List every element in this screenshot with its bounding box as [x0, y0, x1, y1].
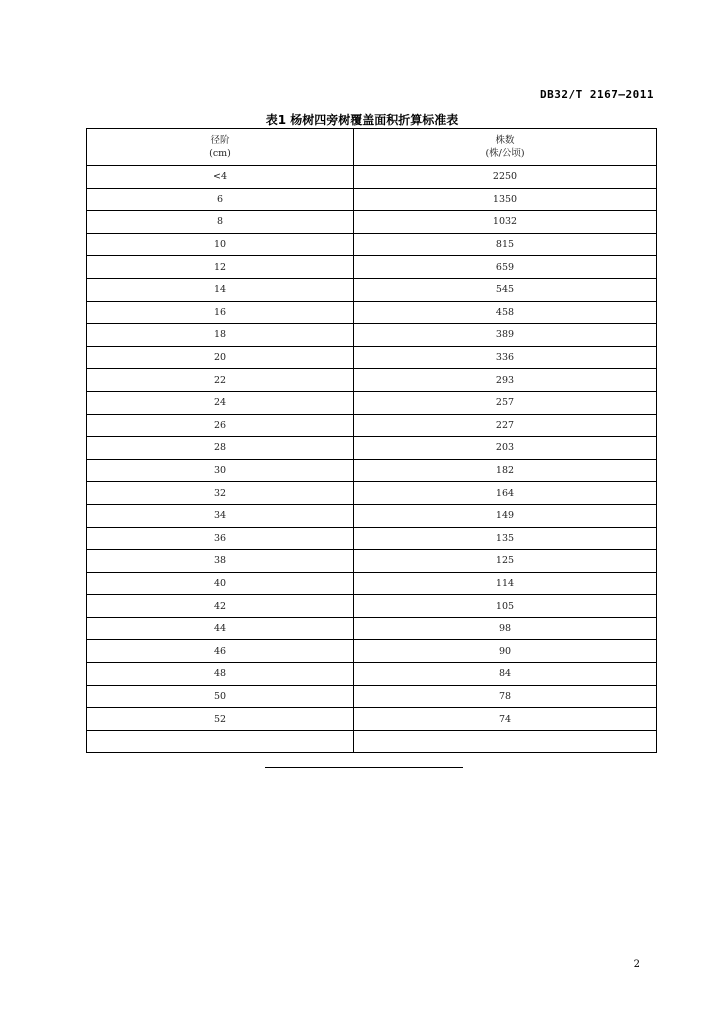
cell-tree-count: 2250: [354, 166, 657, 189]
cell-tree-count: 125: [354, 550, 657, 573]
table-row: [87, 595, 657, 618]
table-row: [87, 166, 657, 189]
cell-tree-count: 78: [354, 685, 657, 708]
cell-tree-count: 227: [354, 414, 657, 437]
cell-tree-count: 336: [354, 346, 657, 369]
cell-tree-count: 105: [354, 595, 657, 618]
cell-tree-count: 545: [354, 278, 657, 301]
cell-diameter-class: 50: [87, 685, 354, 708]
cell-diameter-class: 52: [87, 708, 354, 731]
cell-diameter-class: 38: [87, 550, 354, 573]
table-row: [87, 301, 657, 324]
cell-diameter-class: 14: [87, 278, 354, 301]
table-row: [87, 640, 657, 663]
cell-diameter-class: 12: [87, 256, 354, 279]
cell-diameter-class: 24: [87, 391, 354, 414]
table-row: [87, 211, 657, 234]
table-row: [87, 504, 657, 527]
cell-tree-count: 149: [354, 504, 657, 527]
cell-diameter-class: 40: [87, 572, 354, 595]
cell-diameter-class: 20: [87, 346, 354, 369]
column-header-diameter-class: [87, 129, 354, 166]
cell-diameter-class: 44: [87, 617, 354, 640]
cell-tree-count: 389: [354, 324, 657, 347]
table-row: [87, 572, 657, 595]
cell-tree-count: 74: [354, 708, 657, 731]
table-row: [87, 459, 657, 482]
cell-tree-count: [354, 730, 657, 753]
cell-tree-count: 293: [354, 369, 657, 392]
cell-diameter-class: 30: [87, 459, 354, 482]
table-body: [87, 166, 657, 753]
table-container: [86, 128, 656, 753]
column-header-diameter-label: 径阶: [210, 135, 230, 146]
cell-tree-count: 203: [354, 437, 657, 460]
column-header-count-unit: (株/公顷): [485, 148, 525, 159]
table-row: [87, 391, 657, 414]
cell-diameter-class: 6: [87, 188, 354, 211]
table-row: [87, 685, 657, 708]
end-separator-line: [265, 767, 463, 768]
table-row: [87, 369, 657, 392]
cell-diameter-class: 36: [87, 527, 354, 550]
table-row: [87, 437, 657, 460]
table-row: [87, 527, 657, 550]
cell-diameter-class: 16: [87, 301, 354, 324]
table-row: [87, 730, 657, 753]
table-row: [87, 256, 657, 279]
cell-tree-count: 1350: [354, 188, 657, 211]
cell-diameter-class: [87, 730, 354, 753]
cell-diameter-class: 34: [87, 504, 354, 527]
cell-tree-count: 114: [354, 572, 657, 595]
cell-diameter-class: 10: [87, 233, 354, 256]
cell-diameter-class: 46: [87, 640, 354, 663]
table-row: [87, 346, 657, 369]
cell-tree-count: 98: [354, 617, 657, 640]
table-row: [87, 278, 657, 301]
cell-diameter-class: <4: [87, 166, 354, 189]
cell-tree-count: 135: [354, 527, 657, 550]
table-row: [87, 550, 657, 573]
cell-tree-count: 164: [354, 482, 657, 505]
table-row: [87, 414, 657, 437]
cell-diameter-class: 32: [87, 482, 354, 505]
cell-tree-count: 84: [354, 663, 657, 686]
table-row: [87, 233, 657, 256]
column-header-count-label: 株数: [495, 135, 515, 146]
table-row: [87, 324, 657, 347]
cell-diameter-class: 18: [87, 324, 354, 347]
cell-diameter-class: 48: [87, 663, 354, 686]
cell-tree-count: 458: [354, 301, 657, 324]
cell-tree-count: 182: [354, 459, 657, 482]
cell-diameter-class: 42: [87, 595, 354, 618]
column-header-diameter-unit: (cm): [209, 148, 231, 159]
table-row: [87, 188, 657, 211]
document-code: DB32/T 2167—2011: [540, 88, 654, 101]
cell-tree-count: 90: [354, 640, 657, 663]
cell-diameter-class: 22: [87, 369, 354, 392]
table-title: 表1 杨树四旁树覆盖面积折算标准表: [265, 113, 459, 127]
cell-tree-count: 257: [354, 391, 657, 414]
cell-diameter-class: 28: [87, 437, 354, 460]
table-row: [87, 617, 657, 640]
cell-tree-count: 659: [354, 256, 657, 279]
cell-diameter-class: 26: [87, 414, 354, 437]
cell-tree-count: 815: [354, 233, 657, 256]
table-header-row: [87, 129, 657, 166]
table-row: [87, 708, 657, 731]
column-header-tree-count: [354, 129, 657, 166]
cell-diameter-class: 8: [87, 211, 354, 234]
table-row: [87, 482, 657, 505]
table-row: [87, 663, 657, 686]
cell-tree-count: 1032: [354, 211, 657, 234]
page-number: 2: [633, 959, 640, 970]
conversion-table: [86, 128, 657, 753]
